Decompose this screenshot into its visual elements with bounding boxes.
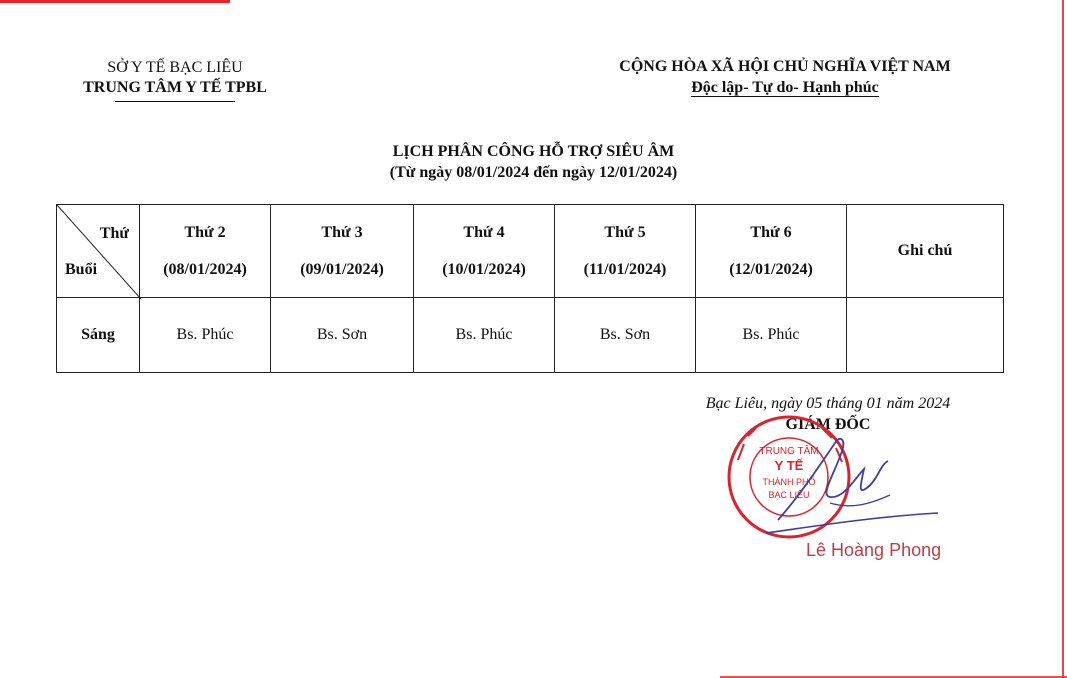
stamp-line-3: THÀNH PHỐ (762, 477, 816, 487)
column-header-note: Ghi chú (847, 205, 1004, 298)
day-date: (12/01/2024) (729, 261, 813, 278)
day-date: (10/01/2024) (442, 261, 526, 278)
day-name: Thứ 3 (321, 224, 363, 241)
assignment-cell: Bs. Phúc (696, 298, 847, 373)
signer-role: GIÁM ĐỐC (785, 416, 871, 433)
diagonal-line (57, 205, 141, 299)
column-header-day-4 (555, 205, 696, 298)
note-cell (847, 298, 1004, 373)
day-name: Thứ 2 (184, 224, 226, 241)
place-and-date: Bạc Liêu, ngày 05 tháng 01 năm 2024 (705, 395, 951, 412)
org-unit: TRUNG TÂM Y TẾ TPBL (83, 79, 267, 96)
day-name: Thứ 4 (463, 224, 505, 241)
corner-cell (57, 205, 140, 298)
day-date: (11/01/2024) (583, 261, 667, 278)
session-label: Sáng (57, 298, 140, 373)
national-header (570, 56, 1000, 98)
document-title (0, 141, 1067, 183)
national-motto: Độc lập- Tự do- Hạnh phúc (691, 79, 879, 96)
title-date-range: (Từ ngày 08/01/2024 đến ngày 12/01/2024) (389, 164, 678, 181)
column-header-day-2 (271, 205, 414, 298)
column-header-day-1 (140, 205, 271, 298)
signer-name: Lê Hoàng Phong (806, 540, 942, 560)
column-header-day-5 (696, 205, 847, 298)
top-red-edge (0, 0, 230, 3)
column-header-day-3 (414, 205, 555, 298)
day-name: Thứ 6 (750, 224, 792, 241)
assignment-cell: Bs. Sơn (271, 298, 414, 373)
assignment-cell: Bs. Phúc (414, 298, 555, 373)
table-header-row (57, 205, 1004, 298)
org-parent: SỞ Y TẾ BẠC LIÊU (107, 59, 243, 76)
day-name: Thứ 5 (604, 224, 646, 241)
stamp-line-2: Y TẾ (774, 458, 804, 473)
day-date: (08/01/2024) (163, 261, 247, 278)
org-underline (115, 101, 235, 102)
assignment-cell: Bs. Sơn (555, 298, 696, 373)
schedule-table (56, 204, 1004, 373)
title-main: LỊCH PHÂN CÔNG HỖ TRỢ SIÊU ÂM (392, 143, 675, 160)
handwritten-signature (760, 425, 940, 545)
table-row (57, 298, 1004, 373)
stamp-line-4: BẠC LIÊU (768, 490, 810, 500)
right-red-edge (1062, 0, 1064, 678)
assignment-cell: Bs. Phúc (140, 298, 271, 373)
nation-name: CỘNG HÒA XÃ HỘI CHỦ NGHĨA VIỆT NAM (619, 58, 951, 75)
corner-day-label: Thứ (99, 225, 129, 242)
corner-session-label: Buổi (65, 261, 98, 278)
stamp-line-1: TRUNG TÂM (759, 446, 819, 457)
issuing-organization (50, 58, 300, 102)
day-date: (09/01/2024) (300, 261, 384, 278)
